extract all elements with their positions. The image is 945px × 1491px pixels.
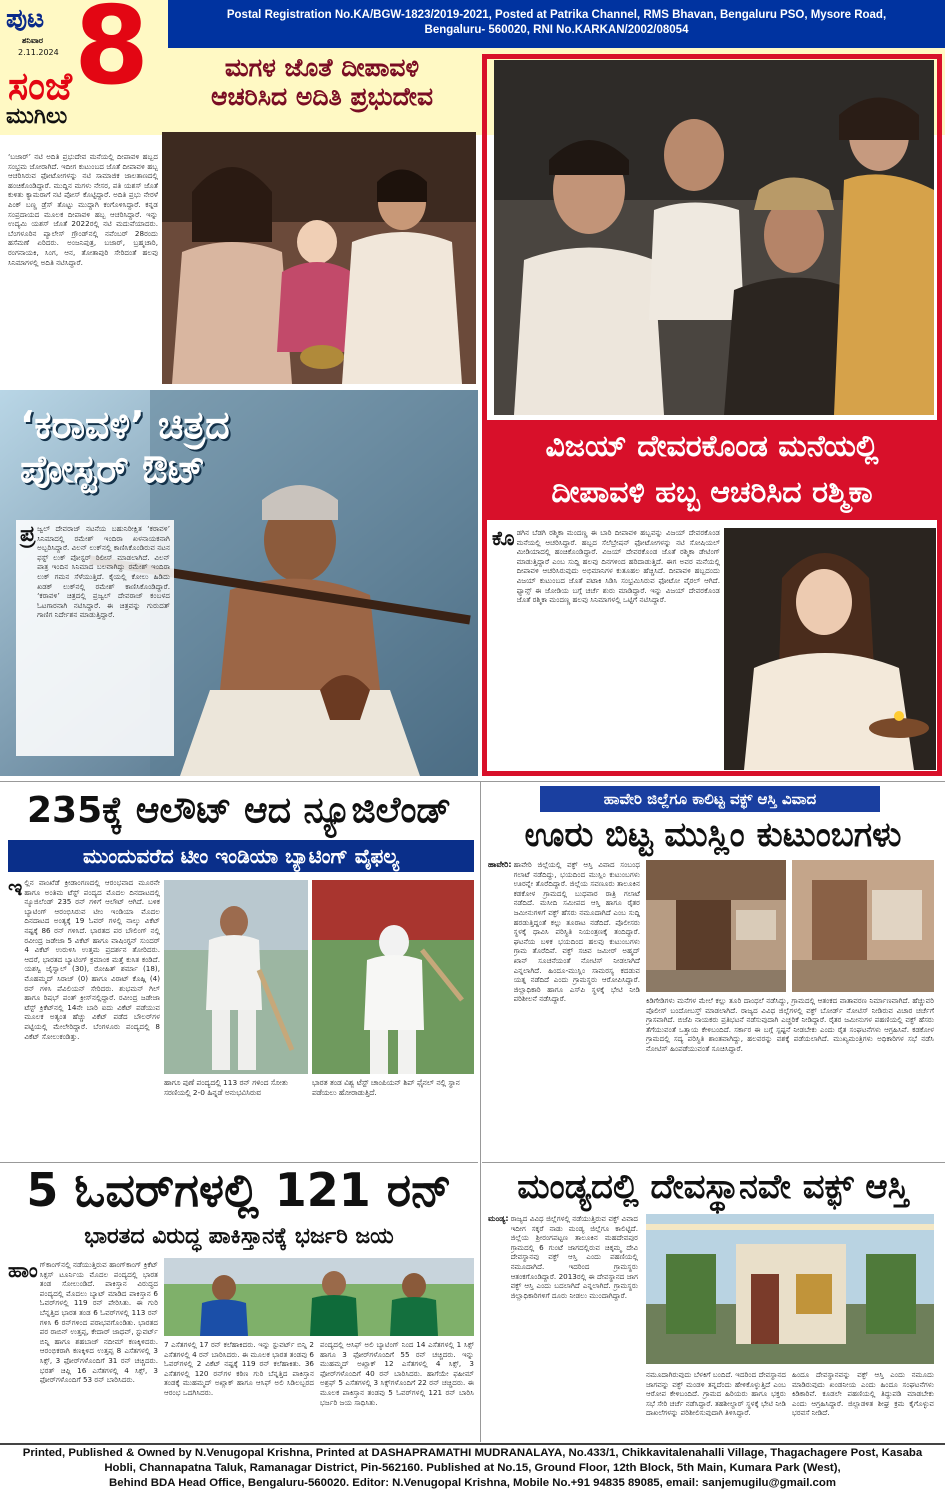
- pak-body-mid: 7 ಎಸೆತಗಳಲ್ಲಿ 17 ರನ್ ಕಲೆಹಾಕಿದರು. ಇನ್ನು ಸ್ಟುವರ್ಟ್ ಬಿನ್ನಿ 2 ಎಸೆತಗಳಲ್ಲಿ 4 ರನ್ ಬಾರಿಸಿದರು. ಈ ಮೂಲಕ ಭಾರತ ತಂಡವು 6 ಓವರ್‌ಗಳಲ್ಲಿ 2 ವಿಕೆಟ್ ನಷ್ಟಕ್ಕೆ 119 ರನ್ ಕಲೆಹಾಕಿತು. 36 ಎಸೆತಗಳಲ್ಲಿ 120 ರನ್‌ಗಳ ಕಠಿಣ ಗುರಿ ಬೆನ್ನತ್ತಿದ ಪಾಕಿಸ್ತಾನ ತಂಡಕ್ಕೆ ಮುಹಮ್ಮದ್ ಅಖ್ಲಾಕ್ ಹಾಗೂ ಆಸಿಫ್ ಅಲಿ ಸಿಡಿಲಬ್ಬರದ ಆರಂಭ ಒದಗಿಸಿದರು.: [164, 1340, 314, 1397]
- footer-imprint: [0, 1446, 945, 1491]
- section-divider-lower-right: [482, 1162, 945, 1163]
- nz-headline: 235ಕ್ಕೆ ಆಲೌಟ್ ಆದ ನ್ಯೂಜಿಲೆಂಡ್: [26, 790, 451, 831]
- mandya-dateline: ಮಂಡ್ಯ:: [488, 1214, 509, 1223]
- nz-text: [8, 878, 160, 1156]
- pak-match-photo: [164, 1258, 474, 1336]
- mandya-body-left: ರಾಜ್ಯದ ವಿವಿಧ ಜಿಲ್ಲೆಗಳಲ್ಲಿ ನಡೆಯುತ್ತಿರುವ ವಕ್ಫ್ ವಿವಾದ ಇದೀಗ ಸಕ್ಕರೆ ನಾಡು ಮಂಡ್ಯ ಜಿಲ್ಲೆಗೂ ಕಾಲಿಟ್ಟಿದೆ. ಜಿಲ್ಲೆಯ ಶ್ರೀರಂಗಪಟ್ಟಣ ತಾಲೂಕಿನ ಮಹದೇವಪುರ ಗ್ರಾಮದಲ್ಲಿ 6 ಗುಂಟೆ ಜಾಗದಲ್ಲಿರುವ ಚಿಕ್ಕಮ್ಮ ದೇವಿ ದೇವಸ್ಥಾನವು ವಕ್ಫ್ ಆಸ್ತಿ ಎಂದು ಪಹಣಿಯಲ್ಲಿ ನಮೂದಾಗಿದೆ. ಇದರಿಂದ ಗ್ರಾಮಸ್ಥರು ಆತಂಕಗೊಂಡಿದ್ದಾರೆ. 2013ರಲ್ಲಿ ಈ ದೇವಸ್ಥಾನದ ಜಾಗ ವಕ್ಫ್ ಆಸ್ತಿ ಎಂದು ಬದಲಾಗಿದೆ ಎನ್ನಲಾಗಿದೆ. ಗ್ರಾಮಸ್ಥರು ಜಿಲ್ಲಾಧಿಕಾರಿಗಳಿಗೆ ದೂರು ನೀಡಲು ಮುಂದಾಗಿದ್ದಾರೆ.: [510, 1214, 638, 1300]
- haveri-house-photo-2: [792, 860, 934, 992]
- footer-line3: Behind BDA Head Office, Bengaluru-560020. Editor: N.Venugopal Krishna, Mobile No.+91 94835 89085, email: sanjemugilu@gmail.com: [109, 1477, 836, 1489]
- page-date: 2.11.2024: [18, 48, 59, 57]
- karavali-headline-line2: ಪೋಸ್ಟರ್ ಔಟ್: [20, 446, 206, 491]
- aditi-body: ‘ಬಜಾರ್’ ನಟಿ ಅದಿತಿ ಪ್ರಭುದೇವ ಮನೆಯಲ್ಲಿ ದೀಪಾವಳಿ ಹಬ್ಬದ ಸಂಭ್ರಮ ಜೋರಾಗಿದೆ. ಇದೀಗ ಕುಟುಂಬದ ಜೊತೆ ದೀಪಾವಳಿ ಹಬ್ಬ ಆಚರಿಸಿರುವ ಫೋಟೋಗಳನ್ನು ನಟಿ ಸಾಮಾಜಿಕ ಜಾಲತಾಣದಲ್ಲಿ ಹಂಚಿಕೊಂಡಿದ್ದಾರೆ. ಮುದ್ದಿನ ಮಗಳು ನೇಸರ, ಪತಿ ಯಶಸ್ ಜೊತೆ ಕುಳಿತು ಕ್ಯಾಮರಾಗೆ ನಟಿ ಪೋಸ್ ಕೊಟ್ಟಿದ್ದಾರೆ. ಅದಿತಿ ಪ್ರಭು ನೇರಳೆ ಪಿಂಕ್ ಬಣ್ಣ ಡ್ರೆಸ್ ತೊಟ್ಟು ಮುದ್ದಾಗಿ ಕಂಗೊಳಿಸಿದ್ದಾರೆ. ಕನ್ನಡ ಸಂಪ್ರದಾಯದ ಮೂಲಕ ದೀಪಾವಳಿ ಹಬ್ಬ ಆಚರಿಸಿದ್ದಾರೆ. ಇನ್ನು ಉದ್ಯಮಿ ಯಶಸ್ ಜೊತೆ 2022ರಲ್ಲಿ ನಟಿ ಮದುವೆಯಾದರು. ಬೆಂಗಳೂರಿನ ಪ್ಯಾಲೇಸ್ ಗ್ರೌಂಡ್‌ನಲ್ಲಿ ನವೆಂಬರ್ 28ರಂದು ಹಸೆಮಣೆ ಏರಿದರು. ಅಂಜನಿಪುತ್ರ, ಬಜಾರ್, ಬ್ರಹ್ಮಚಾರಿ, ರಂಗನಾಯಕಿ, ಸಿಂಗ, ಆನ, ತೋತಾಪುರಿ ಸೇರಿದಂತೆ ಹಲವು ಸಿನಿಮಾಗಳಲ್ಲಿ ಅದಿತಿ ನಟಿಸಿದ್ದಾರೆ.: [8, 152, 158, 267]
- section-divider-top: [0, 781, 945, 782]
- footer-line1: Printed, Published & Owned by N.Venugopal Krishna, Printed at DASHAPRAMATHI MUDRANALAYA, No.433/1, Chikkavitalenahalli Village, Thagachagere Post, Kasaba: [22, 1447, 923, 1459]
- nz-caption-right: ಭಾರತ ತಂಡ ವಿಶ್ವ ಟೆಸ್ಟ್ ಚಾಂಪಿಯನ್ ಶಿಪ್ ಫೈನಲ್ ನಲ್ಲಿ ಸ್ಥಾನ ಪಡೆಯಲು ಹೋರಾಡುತ್ತಿದೆ.: [312, 1078, 460, 1097]
- nz-subheadline: ಮುಂದುವರೆದ ಟೀಂ ಇಂಡಿಯಾ ಬ್ಯಾಟಿಂಗ್ ವೈಫಲ್ಯ: [8, 840, 474, 872]
- haveri-headline: ಊರು ಬಿಟ್ಟ ಮುಸ್ಲಿಂ ಕುಟುಂಬಗಳು: [524, 815, 902, 855]
- page-word: ಪುಟ: [6, 4, 45, 34]
- rashmika-headline: [482, 420, 942, 520]
- nz-body: ಲ್ಲಿನ ವಾಂಖೆಡೆ ಕ್ರೀಡಾಂಗಣದಲ್ಲಿ ಆರಂಭವಾದ ಮೂರನೇ ಹಾಗೂ ಅಂತಿಮ ಟೆಸ್ಟ್ ಪಂದ್ಯದ ಮೊದಲ ದಿನದಾಟದಲ್ಲಿ ನ್ಯೂಜಿಲೆಂಡ್ 235 ರನ್ ಗಳಿಗೆ ಆಲೌಟ್ ಆಗಿದೆ. ಬಳಿಕ ಬ್ಯಾಟಿಂಗ್ ಆರಂಭಿಸಿರುವ ಟೀಂ ಇಂಡಿಯಾ ಮೊದಲ ದಿನದಾಟದ ಅಂತ್ಯಕ್ಕೆ 19 ಓವರ್ ಗಳಲ್ಲಿ ನಾಲ್ಕು ವಿಕೆಟ್ ನಷ್ಟಕ್ಕೆ 86 ರನ್ ಗಳಿಸಿದೆ. ಭಾರತದ ಪರ ಬೌಲಿಂಗ್ ನಲ್ಲಿ ರವೀಂದ್ರ ಜಡೇಜಾ 5 ವಿಕೆಟ್ ಹಾಗೂ ವಾಷಿಂಗ್ಟನ್ ಸುಂದರ್ 4 ವಿಕೆಟ್ ಉರುಳಿಸಿ ಉತ್ತಮ ಪ್ರದರ್ಶನ ತೋರಿದರು. ಆದರೆ, ಭಾರತದ ಬ್ಯಾಟಿಂಗ್ ಕ್ರಮಾಂಕ ಮತ್ತೆ ಕುಸಿತ ಕಂಡಿದೆ. ಯಶಸ್ವಿ ಜೈಸ್ವಾಲ್ (30), ರೋಹಿತ್ ಶರ್ಮಾ (18), ಮೊಹಮ್ಮದ್ ಸಿರಾಜ್ (0) ಹಾಗೂ ವಿರಾಟ್ ಕೊಹ್ಲಿ (4) ರನ್ ಗಳಿಸಿ ಪೆವಿಲಿಯನ್ ಸೇರಿದರು. ಶುಭಮನ್ ಗಿಲ್ ಹಾಗೂ ರಿಷಭ್ ಪಂತ್ ಕ್ರೀಸ್‌ನಲ್ಲಿದ್ದಾರೆ. ರವೀಂದ್ರ ಜಡೇಜಾ ಟೆಸ್ಟ್ ಕ್ರಿಕೆಟ್‌ನಲ್ಲಿ 14ನೇ ಬಾರಿ ಐದು ವಿಕೆಟ್ ಪಡೆಯುವ ಮೂಲಕ ಅತ್ಯಂತ ಹೆಚ್ಚು ವಿಕೆಟ್ ಪಡೆದ ಬೌಲರ್‌ಗಳ ಪಟ್ಟಿಯಲ್ಲಿ ಮೇಲೇರಿದ್ದಾರೆ. ಬೆಂಗಳೂರು ಪಂದ್ಯದಲ್ಲಿ 8 ವಿಕೆಟ್ ಸೋಲುಕಂಡಿತ್ತು.: [24, 878, 160, 1041]
- pak-subheadline: ಭಾರತದ ವಿರುದ್ಧ ಪಾಕಿಸ್ತಾನಕ್ಕೆ ಭರ್ಜರಿ ಜಯ: [84, 1224, 394, 1249]
- mandya-text-left: [488, 1214, 638, 1438]
- haveri-body-right: ಕಿಡಿಗೇಡಿಗಳು ಮನೆಗಳ ಮೇಲೆ ಕಲ್ಲು ತೂರಿ ದಾಂಧಲೆ ನಡೆಸಿದ್ದು, ಗ್ರಾಮದಲ್ಲಿ ಆತಂಕದ ವಾತಾವರಣ ನಿರ್ಮಾಣವಾಗಿದೆ. ಹೆಚ್ಚುವರಿ ಪೊಲೀಸ್ ಬಂದೋಬಸ್ತ್ ಮಾಡಲಾಗಿದೆ. ರಾಜ್ಯದ ವಿವಿಧ ಜಿಲ್ಲೆಗಳಲ್ಲಿ ವಕ್ಫ್ ಬೋರ್ಡ್ ನೋಟಿಸ್ ನೀಡಿರುವ ವಿಚಾರ ಚರ್ಚೆಗೆ ಗ್ರಾಸವಾಗಿದೆ. ಬಿಜೆಪಿ ನಾಯಕರು ಪ್ರತಿಭಟನೆ ನಡೆಸುವುದಾಗಿ ಎಚ್ಚರಿಕೆ ನೀಡಿದ್ದಾರೆ. ರೈತರ ಜಮೀನುಗಳ ಪಹಣಿಯಲ್ಲಿ ವಕ್ಫ್ ಹೆಸರು ತೆಗೆಯುವಂತೆ ಒತ್ತಾಯ ಕೇಳಿಬಂದಿದೆ. ಸರ್ಕಾರ ಈ ಬಗ್ಗೆ ಸ್ಪಷ್ಟನೆ ನೀಡಬೇಕು ಎಂದು ರೈತ ಸಂಘಟನೆಗಳು ಆಗ್ರಹಿಸಿವೆ. ಕಡಕೋಳ ಗ್ರಾಮದಲ್ಲಿ ಸದ್ಯ ಪರಿಸ್ಥಿತಿ ಶಾಂತವಾಗಿದ್ದು, ಹಲವರನ್ನು ವಶಕ್ಕೆ ಪಡೆಯಲಾಗಿದೆ. ಮುಖ್ಯಮಂತ್ರಿಗಳು ಅಧಿಕಾರಿಗಳ ಸಭೆ ನಡೆಸಿ ನೋಟಿಸ್ ಹಿಂಪಡೆಯುವಂತೆ ಸೂಚಿಸಿದ್ದಾರೆ.: [646, 996, 934, 1053]
- pak-text-left: [8, 1260, 158, 1438]
- haveri-kicker: ಹಾವೇರಿ ಜಿಲ್ಲೆಗೂ ಕಾಲಿಟ್ಟ ವಕ್ಫ್ ಆಸ್ತಿ ವಿವಾದ: [540, 786, 880, 812]
- kohli-walking-photo: [164, 880, 308, 1074]
- rashmika-headline-line1: ವಿಜಯ್ ದೇವರಕೊಂಡ ಮನೆಯಲ್ಲಿ: [545, 429, 879, 464]
- brand-line2: ಮುಗಿಲು: [6, 104, 68, 129]
- haveri-text-left: [488, 860, 640, 1156]
- pak-headline: 5 ಓವರ್‌ಗಳಲ್ಲಿ 121 ರನ್: [26, 1163, 452, 1217]
- gill-batting-photo: [312, 880, 474, 1074]
- pak-body-right: ಪಂದ್ಯದಲ್ಲಿ ಆಸಿಫ್ ಅಲಿ ಬ್ಯಾಟಿಂಗ್ ನಿಂದ 14 ಎಸೆತಗಳಲ್ಲಿ 1 ಸಿಕ್ಸ್ ಹಾಗೂ 3 ಫೋರ್‌ಗಳೊಂದಿಗೆ 55 ರನ್ ಚಚ್ಚಿದರು. ಇನ್ನು ಮುಹಮ್ಮದ್ ಅಖ್ಲಾಕ್ 12 ಎಸೆತಗಳಲ್ಲಿ 4 ಸಿಕ್ಸ್, 3 ಫೋರ್‌ಗಳೊಂದಿಗೆ 40 ರನ್ ಬಾರಿಸಿದರು. ಹಾಗೆಯೇ ಫಹೀಮ್ ಅಶ್ರಫ್ 5 ಎಸೆತಗಳಲ್ಲಿ 3 ಸಿಕ್ಸ್‌ಗಳೊಂದಿಗೆ 22 ರನ್ ಚಚ್ಚಿದರು. ಈ ಮೂಲಕ ಪಾಕಿಸ್ತಾನ ತಂಡವು 5 ಓವರ್‌ಗಳಲ್ಲಿ 121 ರನ್ ಬಾರಿಸಿ ಭರ್ಜರಿ ಜಯ ಸಾಧಿಸಿತು.: [320, 1340, 474, 1407]
- aditi-family-photo: [162, 132, 476, 384]
- aditi-headline-line1: ಮಗಳ ಜೊತೆ ದೀಪಾವಳಿ: [224, 53, 420, 82]
- rashmika-photo: [724, 528, 936, 770]
- registration-line1: Postal Registration No.KA/BGW-1823/2019-2021, Posted at Patrika Channel, RMS Bhavan, Bengaluru PSO, Mysore Road,: [226, 9, 887, 21]
- rashmika-body: ಡಗಿನ ಬೆಡಗಿ ರಶ್ಮಿಕಾ ಮಂದಣ್ಣ ಈ ಬಾರಿ ದೀಪಾವಳಿ ಹಬ್ಬವನ್ನು ವಿಜಯ್ ದೇವರಕೊಂಡ ಮನೆಯಲ್ಲಿ ಆಚರಿಸಿದ್ದಾರೆ. ಹಬ್ಬದ ಸೆಲೆಬ್ರೇಷನ್ ಫೋಟೋಗಳನ್ನು ನಟಿ ಸೋಷಿಯಲ್ ಮೀಡಿಯಾದಲ್ಲಿ ಹಂಚಿಕೊಂಡಿದ್ದಾರೆ. ವಿಜಯ್ ದೇವರಕೊಂಡ ಜೊತೆ ರಶ್ಮಿಕಾ ಡೇಟಿಂಗ್ ಮಾಡುತ್ತಿದ್ದಾರೆ ಎಂಬ ಸುದ್ದಿ ಹಲವು ದಿನಗಳಿಂದ ಹರಿದಾಡುತ್ತಿದೆ. ಈಗ ಅವರ ಮನೆಯಲ್ಲಿ ದೀಪಾವಳಿ ಆಚರಿಸಿರುವುದು ಅಭಿಮಾನಿಗಳ ಕುತೂಹಲ ಹೆಚ್ಚಿಸಿದೆ. ದೀಪಾವಳಿ ಹಬ್ಬದಂದು ವಿಜಯ್ ಕುಟುಂಬದ ಜೊತೆ ಪಟಾಕಿ ಸಿಡಿಸಿ ಸಂಭ್ರಮಿಸಿರುವ ಫೋಟೋ ವೈರಲ್ ಆಗಿದೆ. ಫ್ಯಾನ್ಸ್ ಈ ಜೋಡಿಯ ಬಗ್ಗೆ ಚರ್ಚೆ ಶುರು ಮಾಡಿದ್ದಾರೆ. ಇನ್ನು ವಿಜಯ್ ದೇವರಕೊಂಡ ಜೊತೆ ರಶ್ಮಿಕಾ ಮಂದಣ್ಣ ಹಲವು ಸಿನಿಮಾಗಳಲ್ಲಿ ಒಟ್ಟಿಗೆ ನಟಿಸಿದ್ದಾರೆ.: [516, 528, 720, 605]
- haveri-dateline: ಹಾವೇರಿ:: [488, 860, 512, 869]
- page-day: ಶನಿವಾರ: [22, 36, 44, 45]
- aditi-headline-line2: ಆಚರಿಸಿದ ಅದಿತಿ ಪ್ರಭುದೇವ: [210, 81, 434, 111]
- mandya-temple-photo: [646, 1214, 934, 1364]
- nz-caption-left: ಹಾಗೂ ಪುಣೆ ಪಂದ್ಯದಲ್ಲಿ 113 ರನ್ ಗಳಿಂದ ಸೋತು ಸರಣಿಯಲ್ಲಿ 2-0 ಹಿನ್ನಡೆ ಅನುಭವಿಸಿರುವ: [164, 1078, 289, 1097]
- rashmika-dropcap: ಕೊ: [492, 526, 515, 550]
- nz-dropcap: ಇ: [8, 876, 23, 901]
- page-number: 8: [74, 0, 150, 109]
- karavali-dropcap: ಪ್ರ: [20, 522, 36, 547]
- brand-line1: ಸಂಜೆ: [8, 64, 73, 108]
- registration-strip: [168, 0, 945, 48]
- footer-divider: [0, 1443, 945, 1445]
- karavali-headline-line1: ‘ಕರಾವಳಿ’ ಚಿತ್ರದ: [20, 403, 230, 447]
- rashmika-headline-line2: ದೀಪಾವಳಿ ಹಬ್ಬ ಆಚರಿಸಿದ ರಶ್ಮಿಕಾ: [551, 475, 873, 510]
- footer-line2: Hobli, Channapatna Taluk, Ramanagar District, Pin-562160. Published at No.15, Ground Floor, 12th Block, 5th Main, Kumara Park (West),: [104, 1462, 841, 1474]
- pak-dropcap: ಹಾಂ: [8, 1258, 38, 1282]
- aditi-headline: [168, 54, 476, 112]
- karavali-body: ಜ್ವಲ್ ದೇವರಾಜ್ ನಟನೆಯ ಬಹುನಿರೀಕ್ಷಿತ ‘ಕರಾವಳಿ’ ಸಿನಿಮಾದಲ್ಲಿ ರಮೇಶ್ ಇಂದಿರಾ ಖಳನಾಯಕನಾಗಿ ಅಬ್ಬರಿಸಿದ್ದಾರೆ. ವಿಲನ್ ಲುಕ್‌ನಲ್ಲಿ ಕಾಣಿಸಿಕೊಂಡಿರುವ ನಟನ ಫಸ್ಟ್ ಲುಕ್ ಪೋಸ್ಟರ್ ರಿಲೀಸ್ ಮಾಡಲಾಗಿದೆ. ವಿಲನ್ ಪಾತ್ರ ಇಂದಿನ ಸಿನಿಮಾದ ಬಲವಾಗಿದ್ದು ರಮೇಶ್ ಇಂದಿರಾ ಲುಕ್ ಗಮನ ಸೆಳೆಯುತ್ತಿದೆ. ಕೈಯಲ್ಲಿ ಕೋಲು ಹಿಡಿದು ಖಡಕ್ ಲುಕ್‌ನಲ್ಲಿ ರಮೇಶ್ ಕಾಣಿಸಿಕೊಂಡಿದ್ದಾರೆ. ‘ಕರಾವಳಿ’ ಚಿತ್ರದಲ್ಲಿ ಪ್ರಜ್ವಲ್ ದೇವರಾಜ್ ಕಂಬಳದ ಓಟಗಾರನಾಗಿ ನಟಿಸಿದ್ದಾರೆ. ಈ ಚಿತ್ರವನ್ನು ಗುರುದತ್ ಗಾಣಿಗ ನಿರ್ದೇಶನ ಮಾಡುತ್ತಿದ್ದಾರೆ.: [37, 524, 170, 620]
- haveri-body-left: ಹಾವೇರಿ ಜಿಲ್ಲೆಯಲ್ಲಿ ವಕ್ಫ್ ಆಸ್ತಿ ವಿವಾದ ಸಂಬಂಧ ಗಲಾಟೆ ನಡೆದಿದ್ದು, ಭಯದಿಂದ ಮುಸ್ಲಿಂ ಕುಟುಂಬಗಳು ಊರನ್ನೇ ತೊರೆದಿದ್ದಾರೆ. ಜಿಲ್ಲೆಯ ಸವಣೂರು ತಾಲೂಕಿನ ಕಡಕೋಳ ಗ್ರಾಮದಲ್ಲಿ ಬುಧವಾರ ರಾತ್ರಿ ಗಲಾಟೆ ನಡೆದಿದೆ. ಮಸೀದಿ ಸಮೀಪದ ಆಸ್ತಿ ಹಾಗೂ ರೈತರ ಜಮೀನುಗಳಿಗೆ ವಕ್ಫ್ ಹೆಸರು ನಮೂದಾಗಿದೆ ಎಂಬ ಸುದ್ದಿ ಹರಡುತ್ತಿದ್ದಂತೆ ಕಲ್ಲು ತೂರಾಟ ನಡೆದಿದೆ. ಪೊಲೀಸರು ಸ್ಥಳಕ್ಕೆ ಧಾವಿಸಿ ಪರಿಸ್ಥಿತಿ ನಿಯಂತ್ರಣಕ್ಕೆ ತಂದಿದ್ದಾರೆ. ಘಟನೆಯ ಬಳಿಕ ಭಯದಿಂದ ಹಲವು ಕುಟುಂಬಗಳು ಗ್ರಾಮ ತೊರೆದಿವೆ. ವಕ್ಫ್ ಸಚಿವ ಜಮೀರ್ ಅಹ್ಮದ್ ಖಾನ್ ಸೂಚನೆಯಂತೆ ನೋಟಿಸ್ ನೀಡಲಾಗಿದೆ ಎನ್ನಲಾಗಿದೆ. ಹಿಂದೂ-ಮುಸ್ಲಿಂ ಸಾಮರಸ್ಯ ಕದಡುವ ಯತ್ನ ನಡೆದಿದೆ ಎಂದು ಗ್ರಾಮಸ್ಥರು ಆರೋಪಿಸಿದ್ದಾರೆ. ಜಿಲ್ಲಾಧಿಕಾರಿ ಹಾಗೂ ಎಸ್‌ಪಿ ಸ್ಥಳಕ್ಕೆ ಭೇಟಿ ನೀಡಿ ಪರಿಶೀಲನೆ ನಡೆಸಿದ್ದಾರೆ.: [513, 860, 640, 1004]
- karavali-headline: [20, 404, 300, 491]
- mandya-body-right: ಹಿಂದೂ ದೇವಸ್ಥಾನವನ್ನು ವಕ್ಫ್ ಆಸ್ತಿ ಎಂದು ನಮೂದು ಮಾಡಿರುವುದು ಖಂಡನೀಯ ಎಂದು ಹಿಂದೂ ಸಂಘಟನೆಗಳು ಕಿಡಿಕಾರಿವೆ. ಕೂಡಲೇ ಪಹಣಿಯಲ್ಲಿ ತಿದ್ದುಪಡಿ ಮಾಡಬೇಕು ಎಂದು ಆಗ್ರಹಿಸಿದ್ದಾರೆ. ಜಿಲ್ಲಾಡಳಿತ ಶೀಘ್ರ ಕ್ರಮ ಕೈಗೊಳ್ಳುವ ಭರವಸೆ ನೀಡಿದೆ.: [792, 1370, 934, 1418]
- pak-body-left: ಗ್‌ಕಾಂಗ್‌ನಲ್ಲಿ ನಡೆಯುತ್ತಿರುವ ಹಾಂಗ್‌ಕಾಂಗ್ ಕ್ರಿಕೆಟ್ ಸಿಕ್ಸಸ್ ಟೂರ್ನಿಯ ಮೊದಲ ಪಂದ್ಯದಲ್ಲಿ ಭಾರತ ತಂಡ ಸೋಲುಂಡಿದೆ. ಪಾಕಿಸ್ತಾನ ವಿರುದ್ಧದ ಪಂದ್ಯದಲ್ಲಿ ಮೊದಲು ಬ್ಯಾಟ್ ಮಾಡಿದ ಪಾಕಿಸ್ತಾನ 6 ಓವರ್‌ಗಳಲ್ಲಿ 119 ರನ್ ಪೇರಿಸಿತು. ಈ ಗುರಿ ಬೆನ್ನತ್ತಿದ ಭಾರತ ತಂಡ 6 ಓವರ್‌ಗಳಲ್ಲಿ 113 ರನ್ ಗಳಿಸಿ 6 ರನ್‌ಗಳಿಂದ ಪರಾಭವಗೊಂಡಿತು. ಭಾರತದ ಪರ ರಾಬಿನ್ ಉತ್ತಪ್ಪ, ಕೇದಾರ್ ಜಾಧವ್, ಸ್ಟುವರ್ಟ್ ಬಿನ್ನಿ ಹಾಗೂ ಶಹಬಾಜ್ ನದೀಮ್ ಕಣಕ್ಕಿಳಿದರು. ಆರಂಭಿಕರಾಗಿ ಕಣಕ್ಕಿಳಿದ ಉತ್ತಪ್ಪ 8 ಎಸೆತಗಳಲ್ಲಿ 3 ಸಿಕ್ಸ್, 3 ಫೋರ್‌ಗಳೊಂದಿಗೆ 31 ರನ್ ಚಚ್ಚಿದರು. ಭರತ್ ಚಿಪ್ಲಿ 16 ಎಸೆತಗಳಲ್ಲಿ 4 ಸಿಕ್ಸ್, 3 ಫೋರ್‌ಗಳೊಂದಿಗೆ 53 ರನ್ ಬಾರಿಸಿದರು.: [39, 1260, 158, 1385]
- mandya-body-mid: ನಮೂದಾಗಿರುವುದು ಬೆಳಕಿಗೆ ಬಂದಿದೆ. ಇದರಿಂದ ದೇವಸ್ಥಾನದ ಜಾಗವನ್ನು ವಕ್ಫ್ ಮಂಡಳಿ ತನ್ನದೆಂದು ಹೇಳಿಕೊಳ್ಳುತ್ತಿದೆ ಎಂಬ ಆರೋಪ ಕೇಳಿಬಂದಿದೆ. ಗ್ರಾಮದ ಹಿರಿಯರು ಹಾಗೂ ಭಕ್ತರು ಸಭೆ ಸೇರಿ ಚರ್ಚೆ ನಡೆಸಿದ್ದಾರೆ. ತಹಶೀಲ್ದಾರ್ ಸ್ಥಳಕ್ಕೆ ಭೇಟಿ ನೀಡಿ ದಾಖಲೆಗಳನ್ನು ಪರಿಶೀಲಿಸುವುದಾಗಿ ತಿಳಿಸಿದ್ದಾರೆ.: [646, 1370, 786, 1418]
- vijay-family-photo: [494, 60, 934, 415]
- column-divider-middle: [480, 782, 481, 1442]
- rashmika-text-box: [492, 528, 720, 770]
- registration-line2: Bengaluru- 560020, RNI No.KARKAN/2002/08054: [424, 24, 689, 36]
- haveri-house-photo-1: [646, 860, 786, 992]
- mandya-headline: ಮಂಡ್ಯದಲ್ಲಿ ದೇವಸ್ಥಾನವೇ ವಕ್ಫ್ ಆಸ್ತಿ: [517, 1167, 909, 1207]
- karavali-text-box: [16, 520, 174, 756]
